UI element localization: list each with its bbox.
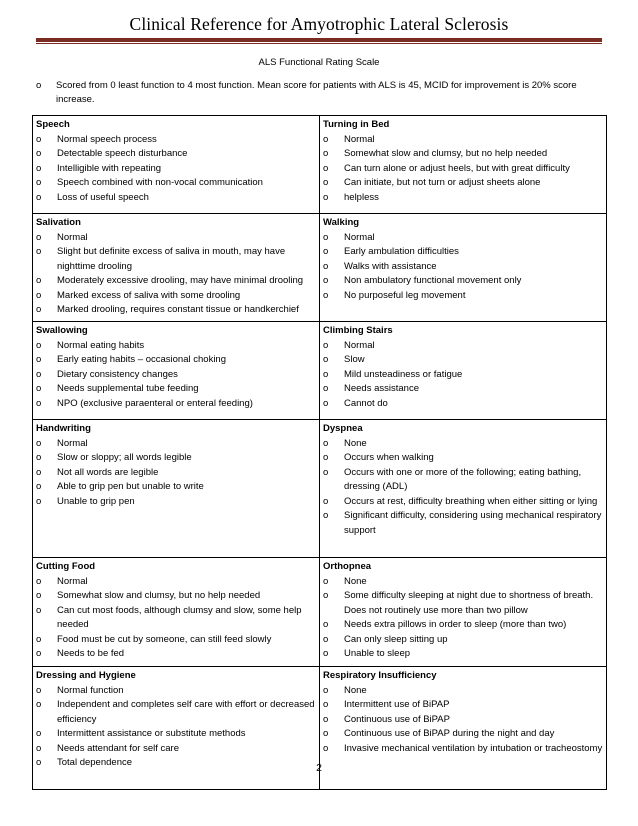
list-item-text: Occurs at rest, difficulty breathing when either sitting or lying (344, 495, 598, 507)
bullet-icon: o (323, 191, 329, 203)
list-item-text: Can cut most foods, although clumsy and slow, some help needed (57, 604, 302, 630)
list-item-text: Normal (344, 133, 375, 145)
bullet-icon: o (323, 397, 329, 409)
bullet-icon: o (36, 339, 42, 351)
bullet-icon: o (36, 633, 42, 645)
page-title: Clinical Reference for Amyotrophic Lateral Sclerosis (129, 14, 509, 34)
list-item (323, 368, 603, 383)
list-item (36, 353, 316, 368)
list-item (323, 339, 603, 354)
list-item-text: Walks with assistance (344, 260, 437, 272)
bullet-icon: o (323, 246, 329, 257)
list-item-text: Normal (344, 231, 375, 243)
list-item-text: Normal (57, 231, 88, 243)
list-item-text: Food must be cut by someone, can still feed slowly (57, 633, 272, 645)
list-item-text: Able to grip pen but unable to write (57, 481, 204, 492)
table-row (33, 322, 607, 420)
list-item (36, 339, 316, 354)
list-item (36, 191, 316, 206)
bullet-icon: o (323, 466, 329, 478)
section-title: Dressing and Hygiene (36, 670, 136, 681)
list-item (36, 162, 316, 177)
list-item (323, 466, 603, 495)
list-item (36, 589, 316, 604)
list-item (323, 191, 603, 206)
list-item (36, 231, 316, 246)
section-cell (33, 322, 320, 420)
bullet-icon: o (323, 339, 329, 351)
list-item (36, 495, 316, 510)
bullet-icon: o (36, 275, 42, 286)
list-item (36, 437, 316, 452)
list-item (323, 289, 603, 304)
list-item (36, 303, 316, 318)
list-item-text: No purposeful leg movement (344, 289, 466, 301)
list-item-text: Detectable speech disturbance (57, 148, 188, 159)
list-item-text: Marked excess of saliva with some drooling (57, 289, 241, 301)
list-item (323, 618, 603, 633)
list-item-text: Normal (57, 575, 88, 587)
list-item-text: Can initiate, but not turn or adjust sheets alone (344, 177, 541, 188)
list-item-text: Intermittent use of BiPAP (344, 699, 450, 710)
list-item (36, 289, 316, 304)
list-item (323, 231, 603, 246)
bullet-icon: o (323, 231, 329, 243)
bullet-icon: o (36, 383, 42, 394)
bullet-icon: o (323, 289, 329, 301)
bullet-icon: o (36, 648, 42, 659)
list-item (323, 133, 603, 148)
list-item-text: Normal eating habits (57, 339, 145, 351)
bullet-icon: o (323, 275, 329, 286)
list-item-text: Marked drooling, requires constant tissue or handkerchief (57, 304, 299, 315)
list-item (323, 176, 603, 191)
list-item (36, 480, 316, 495)
table-row (33, 214, 607, 322)
bullet-icon: o (323, 510, 329, 521)
bullet-icon: o (323, 260, 329, 272)
list-item-text: None (344, 575, 367, 587)
list-item (323, 353, 603, 368)
list-item-text: Needs to be fed (57, 648, 125, 659)
list-item-text: Non ambulatory functional movement only (344, 275, 522, 286)
list-item-text: Can only sleep sitting up (344, 633, 448, 645)
bullet-icon: o (36, 246, 42, 257)
list-item (323, 684, 603, 699)
section-cell (320, 322, 607, 420)
bullet-icon: o (323, 148, 329, 159)
list-item-text: NPO (exclusive paraenteral or enteral feeding) (57, 397, 253, 409)
list-item (36, 647, 316, 662)
section-cell (33, 558, 320, 667)
section-title: Handwriting (36, 423, 91, 434)
list-item-text: None (344, 437, 367, 449)
list-item-text: Slight but definite excess of saliva in mouth, may have nighttime drooling (57, 246, 286, 272)
table-body (33, 116, 607, 790)
list-item-text: Unable to grip pen (57, 495, 135, 507)
bullet-icon: o (36, 191, 42, 203)
list-item (323, 260, 603, 275)
list-item (36, 274, 316, 289)
section-title: Salivation (36, 217, 81, 228)
list-item-text: Invasive mechanical ventilation by intubation or tracheostomy (344, 742, 603, 754)
bullet-icon: o (36, 757, 42, 768)
bullet-icon: o (323, 177, 329, 188)
section-title: Respiratory Insufficiency (323, 670, 437, 681)
list-item-text: Continuous use of BiPAP during the night and day (344, 728, 555, 739)
list-item (323, 698, 603, 713)
list-item-text: Occurs when walking (344, 452, 434, 463)
section-cell (33, 214, 320, 322)
list-item (323, 397, 603, 412)
bullet-icon: o (36, 481, 42, 492)
list-item-text: Cannot do (344, 397, 388, 409)
list-item (36, 176, 316, 191)
list-item-text: Somewhat slow and clumsy, but no help needed (344, 148, 548, 159)
list-item (36, 698, 316, 727)
list-item (323, 647, 603, 662)
list-item (36, 684, 316, 699)
list-item-text: Some difficulty sleeping at night due to shortness of breath. Does not routinely use more than two pillow (344, 590, 594, 616)
list-item (323, 727, 603, 742)
list-item (323, 437, 603, 452)
bullet-icon: o (36, 699, 42, 710)
bullet-icon: o (36, 742, 42, 754)
bullet-icon: o (323, 633, 329, 645)
bullet-icon: o (36, 437, 42, 449)
list-item-text: helpless (344, 191, 379, 203)
list-item (323, 162, 603, 177)
list-item-text: Unable to sleep (344, 648, 411, 659)
list-item (36, 742, 316, 757)
list-item (36, 633, 316, 648)
functional-rating-table (32, 115, 607, 790)
bullet-icon: o (323, 619, 329, 630)
list-item (36, 451, 316, 466)
list-item (36, 727, 316, 742)
bullet-icon: o (323, 383, 329, 394)
bullet-icon: o (36, 231, 42, 243)
bullet-icon: o (36, 304, 42, 315)
list-item-text: Not all words are legible (57, 466, 159, 478)
bullet-icon: o (36, 148, 42, 159)
bullet-icon: o (36, 728, 42, 739)
section-title: Orthopnea (323, 561, 372, 572)
page-number: 2 (316, 762, 322, 774)
list-item-text: Loss of useful speech (57, 191, 149, 203)
list-item-text: Needs attendant for self care (57, 742, 179, 754)
list-item (36, 604, 316, 633)
list-item-text: Mild unsteadiness or fatigue (344, 368, 463, 380)
list-item (323, 742, 603, 757)
list-item-text: Slow (344, 354, 365, 365)
list-item-text: Needs assistance (344, 383, 419, 394)
bullet-icon: o (36, 575, 42, 587)
section-cell (320, 558, 607, 667)
list-item (323, 509, 603, 538)
list-item-text: Normal (57, 437, 88, 449)
section-title: Swallowing (36, 325, 88, 336)
section-title: Climbing Stairs (323, 325, 393, 336)
list-item-text: Somewhat slow and clumsy, but no help needed (57, 590, 261, 601)
header-rule (36, 38, 602, 42)
list-item (323, 633, 603, 648)
section-cell (320, 214, 607, 322)
bullet-icon: o (323, 575, 329, 587)
list-item (36, 382, 316, 397)
section-title: Dyspnea (323, 423, 363, 434)
list-item (323, 589, 603, 618)
bullet-icon: o (323, 368, 329, 380)
section-title: Walking (323, 217, 360, 228)
bullet-icon: o (323, 452, 329, 463)
list-item (36, 575, 316, 590)
section-title: Turning in Bed (323, 119, 390, 130)
list-item-text: Total dependence (57, 757, 133, 768)
bullet-icon: o (323, 133, 329, 145)
bullet-icon: o (36, 177, 42, 188)
bullet-icon: o (323, 648, 329, 659)
list-item (323, 147, 603, 162)
list-item-text: Normal (344, 339, 375, 351)
list-item-text: Early ambulation difficulties (344, 246, 459, 257)
bullet-icon: o (36, 368, 42, 380)
section-title: Speech (36, 119, 70, 130)
list-item-text: Moderately excessive drooling, may have minimal drooling (57, 275, 304, 286)
list-item-text: Normal speech process (57, 133, 157, 145)
list-item-text: Intelligible with repeating (57, 162, 162, 174)
scale-subtitle: ALS Functional Rating Scale (258, 57, 380, 68)
scoring-note-text: Scored from 0 least function to 4 most function. Mean score for patients with ALS is 45, MCID for improvement is 20% score increase. (56, 80, 577, 105)
list-item (36, 397, 316, 412)
list-item-text: Intermittent assistance or substitute methods (57, 728, 246, 739)
table-row (33, 116, 607, 214)
bullet-icon: o (323, 728, 329, 739)
bullet-icon: o (323, 684, 329, 696)
list-item-text: Independent and completes self care with effort or decreased efficiency (57, 699, 315, 725)
bullet-icon: o (323, 713, 329, 725)
bullet-icon: o (323, 742, 329, 754)
list-item-text: Needs supplemental tube feeding (57, 383, 199, 394)
list-item (323, 713, 603, 728)
header-rule-thin (36, 43, 602, 44)
list-item (323, 382, 603, 397)
bullet-icon: o (323, 699, 329, 710)
bullet-icon: o (36, 133, 42, 145)
bullet-icon: o (36, 684, 42, 696)
scoring-note (36, 79, 596, 107)
list-item-text: Normal function (57, 684, 124, 696)
bullet-icon: o (323, 437, 329, 449)
bullet-icon: o (36, 397, 42, 409)
list-item-text: Occurs with one or more of the following; eating bathing, dressing (ADL) (344, 466, 582, 492)
bullet-icon: o (36, 80, 42, 91)
bullet-icon: o (36, 354, 42, 365)
bullet-icon: o (323, 354, 329, 365)
list-item-text: Significant difficulty, considering using mechanical respiratory support (344, 510, 602, 536)
bullet-icon: o (36, 604, 42, 616)
list-item (323, 495, 603, 510)
section-cell (33, 420, 320, 558)
bullet-icon: o (36, 289, 42, 301)
list-item (36, 368, 316, 383)
list-item-text: Continuous use of BiPAP (344, 713, 450, 725)
list-item (323, 451, 603, 466)
bullet-icon: o (323, 590, 329, 601)
bullet-icon: o (36, 495, 42, 507)
list-item (323, 245, 603, 260)
list-item (323, 575, 603, 590)
list-item (36, 133, 316, 148)
section-cell (320, 420, 607, 558)
bullet-icon: o (36, 452, 42, 463)
bullet-icon: o (323, 162, 329, 174)
list-item (36, 466, 316, 481)
bullet-icon: o (323, 495, 329, 507)
table-row (33, 558, 607, 667)
bullet-icon: o (36, 466, 42, 478)
list-item-text: Speech combined with non-vocal communication (57, 177, 263, 188)
list-item-text: Dietary consistency changes (57, 368, 178, 380)
table-row (33, 420, 607, 558)
list-item-text: Can turn alone or adjust heels, but with great difficulty (344, 162, 570, 174)
bullet-icon: o (36, 590, 42, 601)
list-item (36, 245, 316, 274)
list-item-text: Needs extra pillows in order to sleep (more than two) (344, 619, 567, 630)
bullet-icon: o (36, 162, 42, 174)
section-cell (33, 116, 320, 214)
list-item (36, 147, 316, 162)
list-item (323, 274, 603, 289)
list-item-text: Slow or sloppy; all words legible (57, 452, 192, 463)
section-title: Cutting Food (36, 561, 96, 572)
list-item-text: Early eating habits – occasional choking (57, 354, 226, 365)
list-item-text: None (344, 684, 367, 696)
section-cell (320, 116, 607, 214)
